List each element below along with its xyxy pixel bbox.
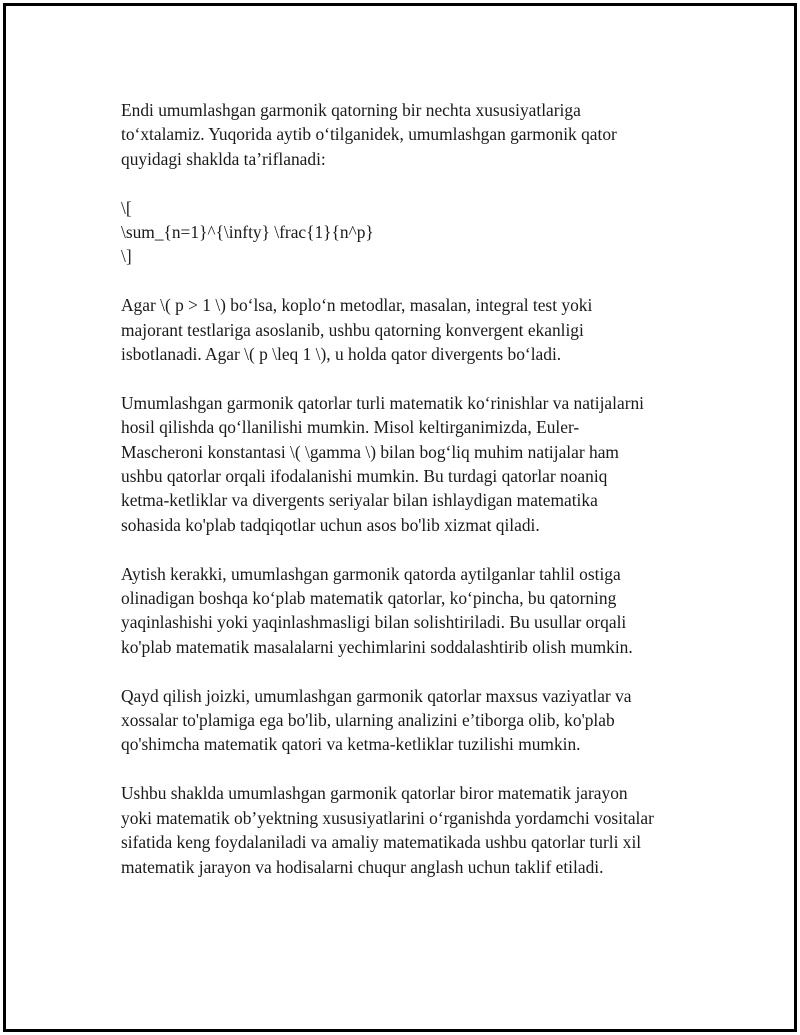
paragraph-applications bbox=[121, 391, 711, 537]
paragraph-conclusion bbox=[121, 781, 711, 879]
text-line: Umumlashgan garmonik qatorlar turli matematik ko‘rinishlar va natijalarni bbox=[121, 392, 645, 413]
text-line: Agar \( p > 1 \) bo‘lsa, koplo‘n metodlar, masalan, integral test yoki bbox=[121, 295, 593, 316]
text-line: hosil qilishda qo‘llanilishi mumkin. Misol keltirganimizda, Euler- bbox=[121, 417, 580, 438]
formula-line: \sum_{n=1}^{\infty} \frac{1}{n^p} bbox=[121, 222, 374, 243]
text-line: quyidagi shaklda ta’riflanadi: bbox=[121, 148, 326, 169]
text-line: ko'plab matematik masalalarni yechimlarini soddalashtirib olish mumkin. bbox=[121, 636, 633, 657]
paragraph-convergence bbox=[121, 293, 711, 366]
text-line: yaqinlashishi yoki yaqinlashmasligi bilan solishtiriladi. Bu usullar orqali bbox=[121, 612, 627, 633]
text-line: ketma-ketliklar va divergents seriyalar bilan ishlaydigan matematika bbox=[121, 490, 598, 511]
text-line: Ushbu shaklda umumlashgan garmonik qatorlar biror matematik jarayon bbox=[121, 783, 628, 804]
text-line: Endi umumlashgan garmonik qatorning bir nechta xususiyatlariga bbox=[121, 100, 581, 120]
text-line: xossalar to'plamiga ega bo'lib, ularning analizini e’tiborga olib, ko'plab bbox=[121, 710, 615, 731]
paragraph-intro bbox=[121, 98, 711, 171]
text-line: isbotlanadi. Agar \( p \leq 1 \), u holda qator divergents bo‘ladi. bbox=[121, 344, 562, 365]
text-line: sifatida keng foydalaniladi va amaliy matematikada ushbu qatorlar turli xil bbox=[121, 832, 642, 853]
paragraph-comparison bbox=[121, 562, 711, 660]
text-line: Qayd qilish joizki, umumlashgan garmonik qatorlar maxsus vaziyatlar va bbox=[121, 685, 632, 706]
text-line: Mascheroni konstantasi \( \gamma \) bilan bog‘liq muhim natijalar ham bbox=[121, 441, 619, 462]
formula-line: \] bbox=[121, 246, 132, 267]
text-line: sohasida ko'plab tadqiqotlar uchun asos bo'lib xizmat qiladi. bbox=[121, 514, 540, 535]
paragraph-formula bbox=[121, 196, 711, 269]
paragraph-properties bbox=[121, 684, 711, 757]
text-line: yoki matematik ob’yektning xususiyatlarini o‘rganishda yordamchi vositalar bbox=[121, 807, 654, 828]
text-line: majorant testlariga asoslanib, ushbu qatorning konvergent ekanligi bbox=[121, 319, 584, 340]
document-page bbox=[3, 3, 797, 1032]
text-line: ushbu qatorlar orqali ifodalanishi mumkin. Bu turdagi qatorlar noaniq bbox=[121, 466, 608, 487]
text-line: to‘xtalamiz. Yuqorida aytib o‘tilganidek, umumlashgan garmonik qator bbox=[121, 124, 617, 145]
text-line: olinadigan boshqa ko‘plab matematik qatorlar, ko‘pincha, bu qatorning bbox=[121, 588, 617, 609]
text-line: matematik jarayon va hodisalarni chuqur anglash uchun taklif etiladi. bbox=[121, 856, 604, 877]
document-body bbox=[121, 98, 711, 903]
formula-line: \[ bbox=[121, 197, 132, 218]
text-line: qo'shimcha matematik qatori va ketma-ketliklar tuzilishi mumkin. bbox=[121, 734, 581, 755]
text-line: Aytish kerakki, umumlashgan garmonik qatorda aytilganlar tahlil ostiga bbox=[121, 563, 621, 584]
